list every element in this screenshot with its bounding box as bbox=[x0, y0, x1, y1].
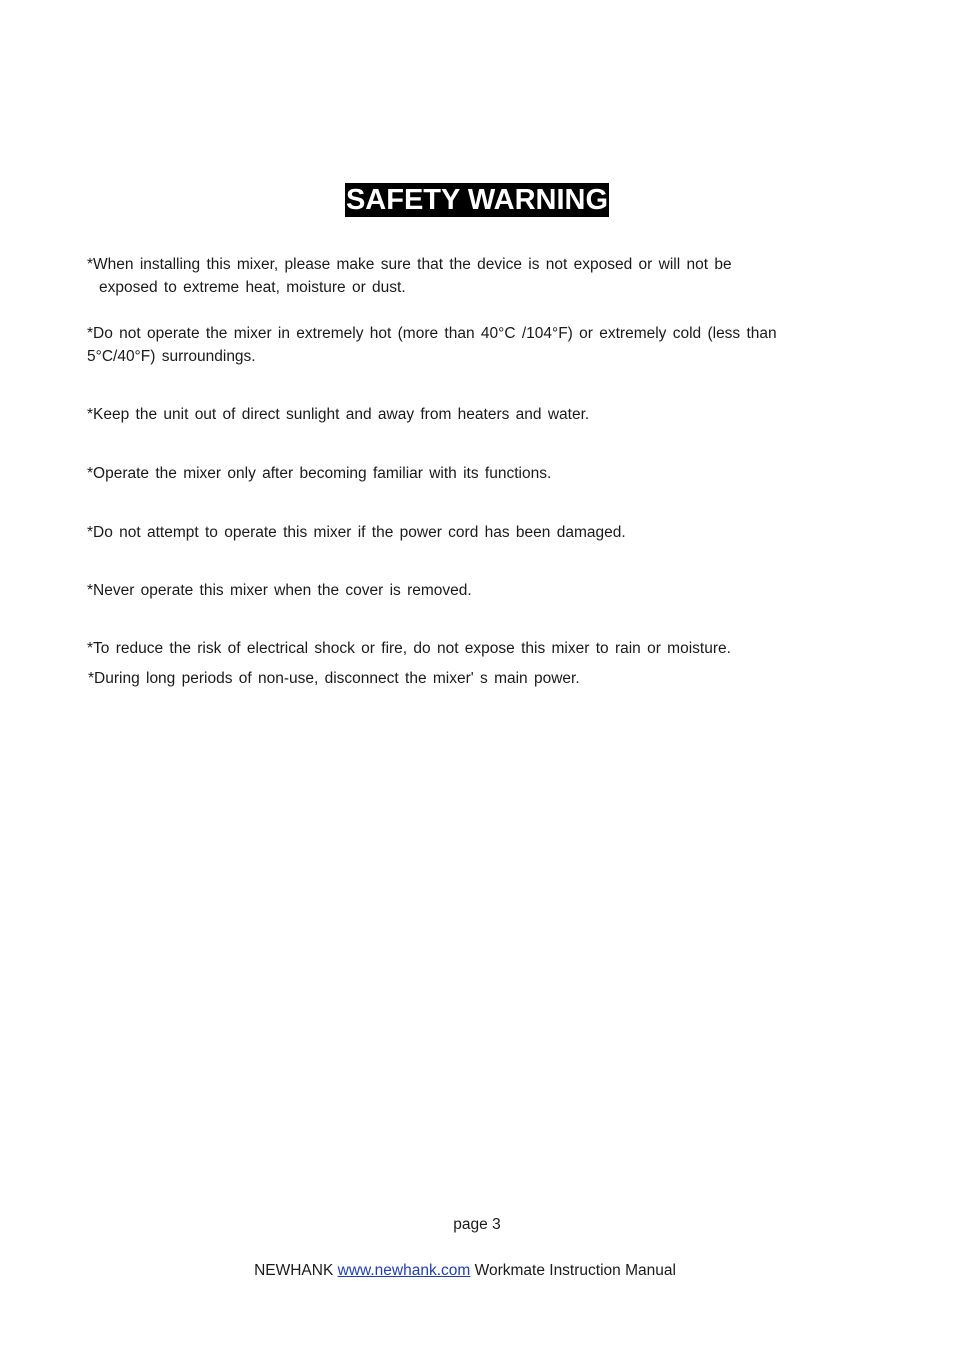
page-number: page 3 bbox=[453, 1216, 501, 1233]
page-title: SAFETY WARNING bbox=[345, 184, 609, 216]
warning-item-6 bbox=[87, 579, 817, 602]
warning-item-6-line-1: *Never operate this mixer when the cover is removed. bbox=[87, 582, 472, 599]
warning-item-2 bbox=[87, 322, 817, 368]
footer-manual-title: Workmate Instruction Manual bbox=[474, 1262, 676, 1279]
warning-item-3 bbox=[87, 403, 817, 426]
warning-item-7 bbox=[87, 637, 817, 660]
warning-item-1-line-1: *When installing this mixer, please make sure that the device is not exposed or will not be bbox=[87, 256, 732, 273]
warning-item-3-line-1: *Keep the unit out of direct sunlight and away from heaters and water. bbox=[87, 406, 590, 423]
warning-item-8-line-1: *During long periods of non-use, disconnect the mixer' s main power. bbox=[88, 670, 580, 687]
footer-website-link[interactable]: www.newhank.com bbox=[337, 1262, 471, 1279]
warning-item-5-line-1: *Do not attempt to operate this mixer if the power cord has been damaged. bbox=[87, 524, 626, 541]
warning-item-5 bbox=[87, 521, 817, 544]
warning-item-8 bbox=[88, 667, 818, 690]
warning-item-4-line-1: *Operate the mixer only after becoming familiar with its functions. bbox=[87, 465, 552, 482]
warning-item-2-line-2: 5°C/40°F) surroundings. bbox=[87, 348, 256, 365]
warning-item-7-line-1: *To reduce the risk of electrical shock or fire, do not expose this mixer to rain or moisture. bbox=[87, 640, 731, 657]
warning-item-2-line-1: *Do not operate the mixer in extremely hot (more than 40°C /104°F) or extremely cold (less than bbox=[87, 325, 777, 342]
footer bbox=[0, 1262, 930, 1280]
page-title-wrapper bbox=[0, 183, 954, 217]
warning-item-4 bbox=[87, 462, 817, 485]
warning-item-1-line-2: exposed to extreme heat, moisture or dust. bbox=[99, 279, 406, 296]
warning-item-1 bbox=[87, 253, 817, 299]
footer-brand: NEWHANK bbox=[254, 1262, 334, 1279]
